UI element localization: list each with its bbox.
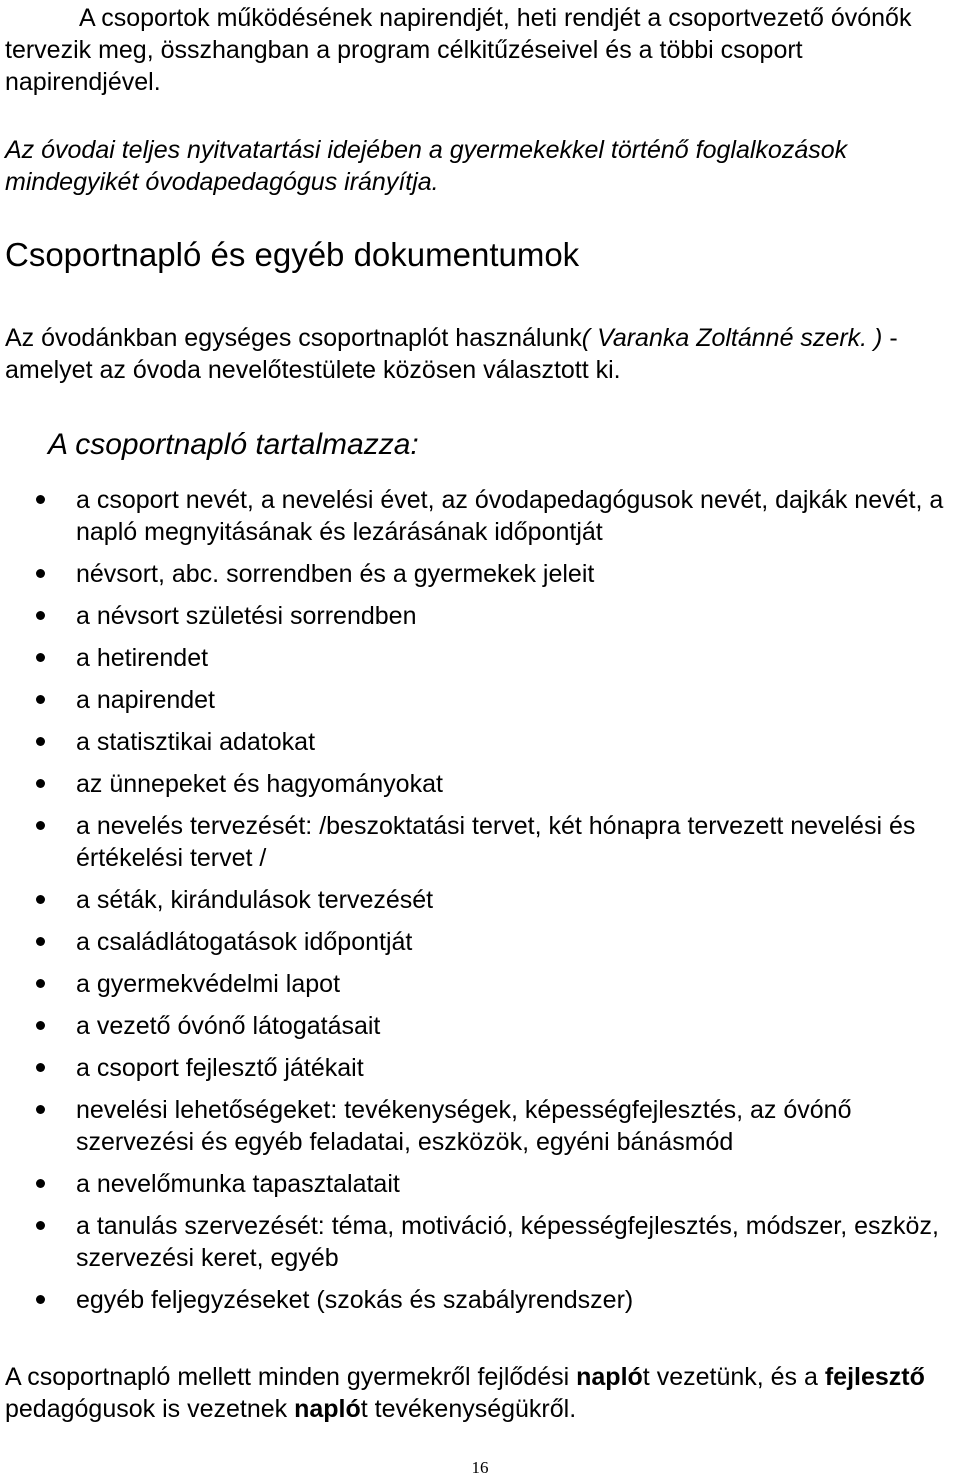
bullet-icon [36,937,45,946]
bullet-icon [36,1221,45,1230]
bullet-icon [36,1179,45,1188]
list-item: a csoport fejlesztő játékait [0,1052,950,1084]
list-item: a tanulás szervezését: téma, motiváció, képességfejlesztés, módszer, eszköz, szervezési keret, egyéb [0,1210,950,1274]
groupdiary-text-1: Az óvodánkban egységes csoportnaplót használunk [5,324,582,352]
bold-naplo: napló [576,1363,643,1391]
bullet-icon [36,653,45,662]
bold-fejleszto: fejlesztő [824,1363,925,1391]
list-item: a névsort születési sorrendben [0,600,950,632]
contents-list [0,484,950,1326]
bullet-icon [36,779,45,788]
bullet-icon [36,737,45,746]
list-item: névsort, abc. sorrendben és a gyermekek jeleit [0,558,950,590]
bullet-icon [36,569,45,578]
bullet-icon [36,979,45,988]
paragraph-closing: A csoportnapló mellett minden gyermekről fejlődési naplót vezetünk, és a fejlesztő pedagógusok is vezetnek naplót tevékenységükről. [5,1363,925,1423]
page-number: 16 [471,1458,489,1477]
list-item: az ünnepeket és hagyományokat [0,768,950,800]
list-item: a nevelés tervezését: /beszoktatási tervet, két hónapra tervezett nevelési és értékelési tervet / [0,810,950,874]
bullet-icon [36,821,45,830]
bold-naplo-2: napló [294,1395,361,1423]
list-item: nevelési lehetőségeket: tevékenységek, képességfejlesztés, az óvónő szervezési és egyéb feladatai, eszközök, egyéni bánásmód [0,1094,950,1158]
bullet-icon [36,1063,45,1072]
list-item: a nevelőmunka tapasztalatait [0,1168,950,1200]
list-item: egyéb feljegyzéseket (szokás és szabályrendszer) [0,1284,950,1316]
section-heading: Csoportnapló és egyéb dokumentumok [5,236,580,273]
groupdiary-citation: ( Varanka Zoltánné szerk. ) [581,324,883,352]
list-item: a napirendet [0,684,950,716]
bullet-icon [36,1021,45,1030]
bullet-icon [36,495,45,504]
bullet-icon [36,611,45,620]
list-item: a statisztikai adatokat [0,726,950,758]
list-item: a vezető óvónő látogatásait [0,1010,950,1042]
list-item: a séták, kirándulások tervezését [0,884,950,916]
bullet-icon [36,1295,45,1304]
paragraph-groupdiary [5,322,950,386]
paragraph-supervision: Az óvodai teljes nyitvatartási idejében a gyermekekkel történő foglalkozások mindegyikét óvodapedagógus irányítja. [5,136,848,196]
bullet-icon [36,1105,45,1114]
list-item: a gyermekvédelmi lapot [0,968,950,1000]
list-item: a csoport nevét, a nevelési évet, az óvodapedagógusok nevét, dajkák nevét, a napló megnyitásának és lezárásának időpontját [0,484,950,548]
paragraph-schedule: A csoportok működésének napirendjét, heti rendjét a csoportvezető óvónők tervezik meg, összhangban a program célkitűzéseivel és a többi csoport napirendjével. [5,4,912,96]
bullet-icon [36,895,45,904]
list-item: a hetirendet [0,642,950,674]
list-item: a családlátogatások időpontját [0,926,950,958]
list-heading: A csoportnapló tartalmazza: [48,428,419,461]
groupdiary-text-2: - amelyet az óvoda nevelőtestülete közösen választott ki. [5,324,898,384]
bullet-icon [36,695,45,704]
